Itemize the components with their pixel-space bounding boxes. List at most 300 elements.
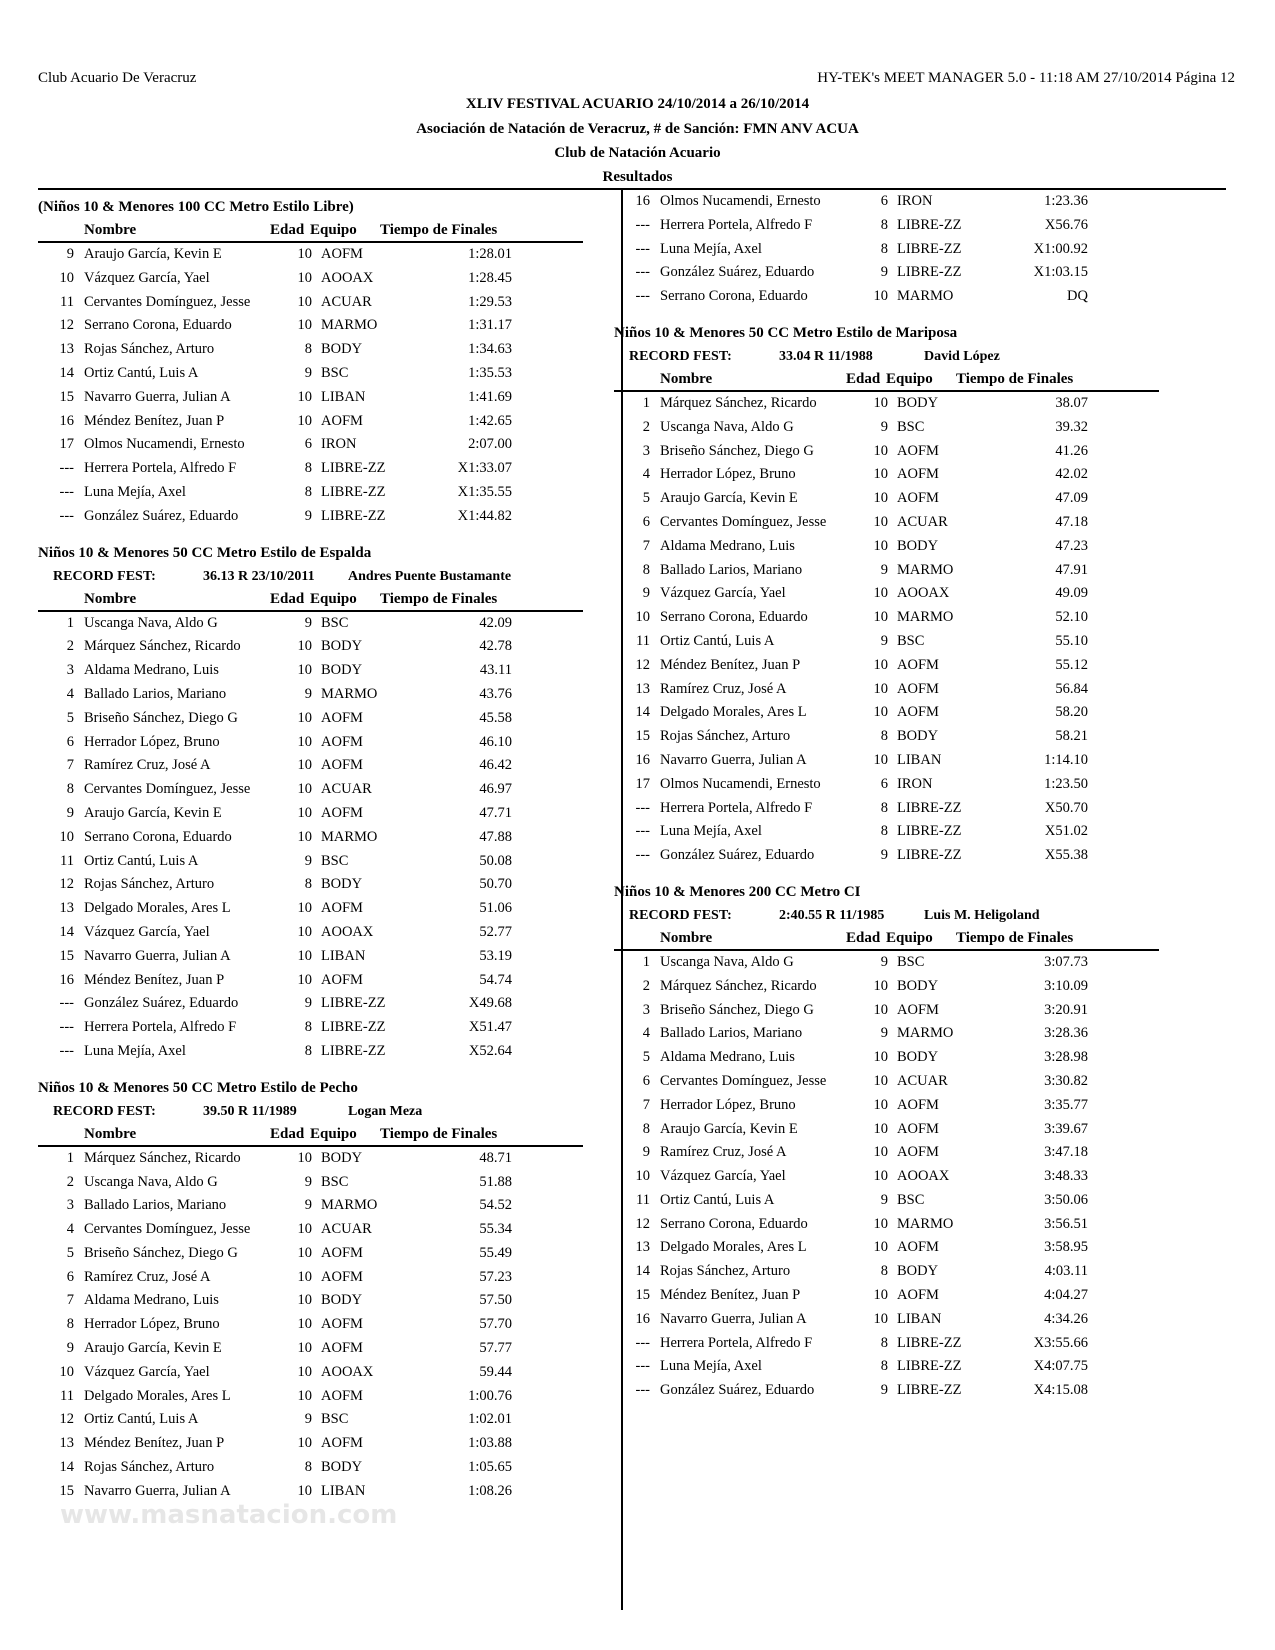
- result-name: Vázquez García, Yael: [84, 269, 210, 286]
- column-header-name: Nombre: [84, 1125, 137, 1142]
- event-title: Niños 10 & Menores 200 CC Metro CI: [614, 883, 861, 900]
- result-name: Navarro Guerra, Julian A: [660, 1310, 807, 1327]
- result-name: Herrera Portela, Alfredo F: [660, 1334, 813, 1351]
- event-block: [614, 321, 1224, 868]
- result-place: ---: [59, 460, 74, 477]
- result-time: 47.23: [1055, 537, 1088, 554]
- result-team: AOFM: [897, 490, 939, 507]
- result-time: 3:48.33: [1044, 1168, 1088, 1185]
- result-age: 10: [297, 388, 312, 405]
- result-team: ACUAR: [321, 293, 372, 310]
- result-place: 15: [59, 388, 74, 405]
- result-team: BODY: [321, 1149, 363, 1166]
- result-row: [614, 975, 1224, 999]
- result-team: IRON: [897, 775, 933, 792]
- result-place: 3: [642, 442, 650, 459]
- result-place: ---: [635, 823, 650, 840]
- result-row: [614, 1308, 1224, 1332]
- result-team: BSC: [321, 852, 349, 869]
- result-age: 10: [297, 709, 312, 726]
- result-time: 47.09: [1055, 490, 1088, 507]
- result-name: Olmos Nucamendi, Ernesto: [660, 775, 821, 792]
- result-name: Navarro Guerra, Julian A: [84, 947, 231, 964]
- result-age: 10: [297, 638, 312, 655]
- result-time: 54.74: [479, 971, 512, 988]
- result-time: 56.84: [1055, 680, 1088, 697]
- result-row: [38, 1171, 613, 1195]
- result-team: BODY: [321, 1292, 363, 1309]
- result-row: [614, 238, 1224, 262]
- result-team: AOFM: [897, 1001, 939, 1018]
- column-header-time: Tiempo de Finales: [380, 1125, 498, 1142]
- result-team: AOFM: [897, 1287, 939, 1304]
- result-place: 11: [636, 1191, 650, 1208]
- result-row: [614, 1046, 1224, 1070]
- result-place: 5: [66, 1244, 74, 1261]
- result-time: 1:05.65: [468, 1459, 512, 1476]
- result-name: Rojas Sánchez, Arturo: [84, 341, 215, 358]
- result-place: 15: [635, 1287, 650, 1304]
- result-row: [38, 659, 613, 683]
- result-team: MARMO: [321, 317, 378, 334]
- result-place: 15: [635, 728, 650, 745]
- result-row: [38, 386, 613, 410]
- result-age: 9: [304, 364, 312, 381]
- result-age: 10: [873, 394, 888, 411]
- result-team: AOFM: [321, 733, 363, 750]
- column-header-name: Nombre: [660, 929, 713, 946]
- column-header-time: Tiempo de Finales: [956, 929, 1074, 946]
- result-time: 1:35.53: [468, 364, 512, 381]
- result-age: 10: [873, 609, 888, 626]
- result-team: AOOAX: [897, 585, 950, 602]
- result-age: 8: [304, 483, 312, 500]
- result-age: 10: [297, 804, 312, 821]
- result-time: 1:14.10: [1044, 751, 1088, 768]
- result-place: 2: [66, 1173, 74, 1190]
- result-age: 10: [297, 1268, 312, 1285]
- result-row: [614, 582, 1224, 606]
- result-row: [614, 1332, 1224, 1356]
- result-name: Ortiz Cantú, Luis A: [660, 1191, 775, 1208]
- result-time: 52.10: [1055, 609, 1088, 626]
- column-header-team: Equipo: [310, 1125, 357, 1142]
- column-header-team: Equipo: [310, 590, 357, 607]
- result-row: [614, 999, 1224, 1023]
- result-age: 9: [304, 507, 312, 524]
- result-age: 10: [297, 1482, 312, 1499]
- result-team: LIBRE-ZZ: [897, 1334, 962, 1351]
- result-place: ---: [635, 264, 650, 281]
- column-header-age: Edad: [270, 590, 305, 607]
- result-time: 47.18: [1055, 513, 1088, 530]
- record-holder: Andres Puente Bustamante: [348, 568, 512, 584]
- result-name: Luna Mejía, Axel: [660, 823, 762, 840]
- result-team: AOFM: [897, 680, 939, 697]
- result-place: 9: [66, 1340, 74, 1357]
- column-header-name: Nombre: [84, 590, 137, 607]
- result-team: MARMO: [897, 561, 954, 578]
- result-age: 10: [873, 751, 888, 768]
- result-place: 4: [642, 466, 650, 483]
- result-name: Herrador López, Bruno: [84, 733, 220, 750]
- result-team: AOFM: [321, 709, 363, 726]
- event-title: (Niños 10 & Menores 100 CC Metro Estilo Libre): [38, 199, 354, 215]
- result-row: [614, 535, 1224, 559]
- result-time: 1:23.50: [1044, 775, 1088, 792]
- result-team: IRON: [897, 193, 933, 209]
- result-time: 3:35.77: [1044, 1096, 1088, 1113]
- result-age: 9: [880, 953, 888, 970]
- result-team: MARMO: [321, 1197, 378, 1214]
- result-place: 16: [59, 412, 74, 429]
- result-row: [614, 1022, 1224, 1046]
- result-row: [614, 773, 1224, 797]
- result-name: Aldama Medrano, Luis: [84, 662, 219, 679]
- result-age: 9: [304, 995, 312, 1012]
- result-place: 4: [66, 685, 74, 702]
- result-row: [38, 1147, 613, 1171]
- result-team: AOFM: [321, 1435, 363, 1452]
- result-place: 2: [642, 977, 650, 994]
- result-age: 8: [304, 876, 312, 893]
- result-age: 10: [873, 537, 888, 554]
- column-header-age: Edad: [846, 929, 881, 946]
- result-name: Ortiz Cantú, Luis A: [660, 632, 775, 649]
- result-team: BODY: [897, 1049, 939, 1066]
- result-name: Navarro Guerra, Julian A: [84, 388, 231, 405]
- result-time: 1:34.63: [468, 341, 512, 358]
- result-age: 9: [304, 685, 312, 702]
- result-name: Márquez Sánchez, Ricardo: [84, 1149, 241, 1166]
- result-age: 8: [880, 1334, 888, 1351]
- result-place: 13: [635, 1239, 650, 1256]
- result-place: 5: [642, 490, 650, 507]
- result-team: AOFM: [897, 1144, 939, 1161]
- result-team: BODY: [321, 876, 363, 893]
- result-time: X49.68: [468, 995, 512, 1012]
- column-header-age: Edad: [270, 222, 305, 238]
- result-time: 1:29.53: [468, 293, 512, 310]
- result-time: X4:07.75: [1033, 1358, 1088, 1375]
- column-header-name: Nombre: [660, 370, 713, 387]
- result-team: LIBRE-ZZ: [321, 483, 386, 500]
- result-name: Méndez Benítez, Juan P: [660, 656, 801, 673]
- result-age: 9: [880, 1025, 888, 1042]
- result-row: [614, 214, 1224, 238]
- result-team: BSC: [897, 632, 925, 649]
- result-place: ---: [635, 216, 650, 233]
- result-time: 46.42: [479, 757, 512, 774]
- result-place: 7: [66, 1292, 74, 1309]
- result-team: AOFM: [897, 1120, 939, 1137]
- result-name: Cervantes Domínguez, Jesse: [660, 513, 827, 530]
- result-place: 11: [60, 852, 74, 869]
- result-time: X3:55.66: [1033, 1334, 1088, 1351]
- result-name: Briseño Sánchez, Diego G: [660, 442, 814, 459]
- result-age: 10: [297, 1363, 312, 1380]
- result-name: Briseño Sánchez, Diego G: [660, 1001, 814, 1018]
- result-team: AOFM: [321, 412, 363, 429]
- result-team: AOFM: [321, 1268, 363, 1285]
- result-place: 11: [60, 1387, 74, 1404]
- result-place: 7: [642, 537, 650, 554]
- page-header-software: HY-TEK's MEET MANAGER 5.0 - 11:18 AM 27/10/2014 Página 12: [817, 70, 1235, 86]
- result-name: Rojas Sánchez, Arturo: [84, 876, 215, 893]
- result-team: BSC: [321, 1173, 349, 1190]
- result-row: [38, 362, 613, 386]
- result-row: [614, 797, 1224, 821]
- result-row: [614, 559, 1224, 583]
- result-team: AOFM: [897, 466, 939, 483]
- result-row: [38, 1432, 613, 1456]
- column-header-team: Equipo: [886, 929, 933, 946]
- result-team: MARMO: [321, 828, 378, 845]
- result-age: 10: [873, 680, 888, 697]
- result-place: 3: [66, 1197, 74, 1214]
- result-name: Uscanga Nava, Aldo G: [660, 418, 794, 435]
- result-place: 12: [59, 876, 74, 893]
- result-name: Briseño Sánchez, Diego G: [84, 1244, 238, 1261]
- result-team: BODY: [897, 394, 939, 411]
- result-place: 4: [66, 1221, 74, 1238]
- result-place: 13: [59, 900, 74, 917]
- result-place: 1: [66, 1149, 74, 1166]
- result-row: [614, 261, 1224, 285]
- result-place: 12: [59, 317, 74, 334]
- result-row: [38, 969, 613, 993]
- result-name: Rojas Sánchez, Arturo: [660, 1263, 791, 1280]
- result-time: 3:30.82: [1044, 1072, 1088, 1089]
- column-header-name: Nombre: [84, 222, 137, 238]
- result-time: 45.58: [479, 709, 512, 726]
- result-name: Vázquez García, Yael: [84, 923, 210, 940]
- result-place: 7: [642, 1096, 650, 1113]
- result-time: 3:50.06: [1044, 1191, 1088, 1208]
- result-place: 4: [642, 1025, 650, 1042]
- result-age: 10: [873, 1001, 888, 1018]
- result-row: [614, 1118, 1224, 1142]
- result-team: LIBAN: [321, 388, 366, 405]
- result-place: 14: [635, 704, 650, 721]
- result-age: 10: [297, 1435, 312, 1452]
- result-age: 10: [297, 412, 312, 429]
- result-name: González Suárez, Eduardo: [84, 507, 239, 524]
- result-age: 10: [297, 1221, 312, 1238]
- result-age: 9: [880, 847, 888, 864]
- result-time: 1:00.76: [468, 1387, 512, 1404]
- column-header-row: [38, 219, 583, 243]
- result-name: Serrano Corona, Eduardo: [84, 317, 232, 334]
- result-row: [38, 826, 613, 850]
- result-time: 1:28.45: [468, 269, 512, 286]
- result-row: [38, 243, 613, 267]
- result-row: [614, 1070, 1224, 1094]
- result-name: Luna Mejía, Axel: [84, 483, 186, 500]
- result-team: LIBRE-ZZ: [321, 460, 386, 477]
- result-time: 1:02.01: [468, 1411, 512, 1428]
- result-row: [614, 440, 1224, 464]
- result-age: 9: [304, 1173, 312, 1190]
- result-time: 43.76: [479, 685, 512, 702]
- result-team: LIBRE-ZZ: [897, 240, 962, 257]
- result-team: LIBAN: [321, 947, 366, 964]
- result-team: LIBRE-ZZ: [321, 1042, 386, 1059]
- result-time: X4:15.08: [1033, 1382, 1088, 1399]
- result-row: [38, 707, 613, 731]
- result-name: González Suárez, Eduardo: [84, 995, 239, 1012]
- result-age: 10: [297, 781, 312, 798]
- result-row: [614, 820, 1224, 844]
- result-name: González Suárez, Eduardo: [660, 1382, 815, 1399]
- result-name: Herrador López, Bruno: [84, 1316, 220, 1333]
- result-place: ---: [635, 847, 650, 864]
- result-place: 10: [59, 828, 74, 845]
- result-time: 4:03.11: [1044, 1263, 1088, 1280]
- result-place: 10: [59, 269, 74, 286]
- result-team: AOOAX: [321, 923, 374, 940]
- result-age: 8: [304, 1042, 312, 1059]
- result-row: [38, 1361, 613, 1385]
- result-team: LIBRE-ZZ: [897, 823, 962, 840]
- result-place: 5: [642, 1049, 650, 1066]
- event-title: Niños 10 & Menores 50 CC Metro Estilo de Espalda: [38, 544, 372, 561]
- result-team: LIBRE-ZZ: [897, 264, 962, 281]
- result-name: Delgado Morales, Ares L: [84, 900, 231, 917]
- event-block: [614, 880, 1224, 1403]
- result-team: BODY: [321, 341, 363, 358]
- result-name: Ballado Larios, Mariano: [84, 1197, 227, 1214]
- result-age: 10: [297, 1244, 312, 1261]
- result-age: 10: [873, 490, 888, 507]
- result-name: Delgado Morales, Ares L: [660, 704, 807, 721]
- result-name: Aldama Medrano, Luis: [84, 1292, 219, 1309]
- result-name: Méndez Benítez, Juan P: [84, 971, 225, 988]
- result-time: 3:07.73: [1044, 953, 1088, 970]
- result-row: [38, 850, 613, 874]
- result-place: 1: [66, 614, 74, 631]
- result-time: X1:33.07: [457, 460, 512, 477]
- record-holder: Luis M. Heligoland: [924, 907, 1040, 923]
- record-holder: David López: [924, 348, 1000, 364]
- result-place: 14: [59, 1459, 74, 1476]
- result-age: 10: [297, 269, 312, 286]
- result-row: [38, 1337, 613, 1361]
- result-team: BODY: [321, 1459, 363, 1476]
- result-age: 10: [873, 1072, 888, 1089]
- result-row: [38, 1218, 613, 1242]
- result-time: 59.44: [479, 1363, 512, 1380]
- result-team: BSC: [897, 1191, 925, 1208]
- result-team: AOFM: [321, 246, 363, 262]
- result-team: LIBRE-ZZ: [897, 799, 962, 816]
- result-time: 57.77: [479, 1340, 512, 1357]
- result-place: ---: [635, 799, 650, 816]
- result-team: AOOAX: [897, 1168, 950, 1185]
- result-time: 42.02: [1055, 466, 1088, 483]
- result-team: BODY: [897, 537, 939, 554]
- result-team: BODY: [897, 728, 939, 745]
- result-team: AOFM: [321, 1316, 363, 1333]
- result-row: [38, 635, 613, 659]
- result-time: X1:35.55: [457, 483, 512, 500]
- result-time: 42.09: [479, 614, 512, 631]
- result-time: 58.20: [1055, 704, 1088, 721]
- result-row: [614, 1284, 1224, 1308]
- result-age: 10: [297, 900, 312, 917]
- result-row: [38, 683, 613, 707]
- result-age: 10: [873, 288, 888, 305]
- result-time: 38.07: [1055, 394, 1088, 411]
- result-row: [38, 1242, 613, 1266]
- result-name: Luna Mejía, Axel: [84, 1042, 186, 1059]
- result-team: BSC: [321, 1411, 349, 1428]
- result-team: AOFM: [321, 900, 363, 917]
- result-place: 10: [635, 609, 650, 626]
- record-label: RECORD FEST:: [53, 568, 156, 584]
- column-header-row: [38, 1123, 583, 1147]
- result-age: 8: [880, 1358, 888, 1375]
- result-row: [614, 487, 1224, 511]
- result-name: Herrera Portela, Alfredo F: [84, 1019, 237, 1036]
- result-team: LIBRE-ZZ: [897, 216, 962, 233]
- result-time: 3:47.18: [1044, 1144, 1088, 1161]
- result-team: LIBAN: [897, 1310, 942, 1327]
- result-place: ---: [635, 1334, 650, 1351]
- result-name: Méndez Benítez, Juan P: [660, 1287, 801, 1304]
- result-name: Cervantes Domínguez, Jesse: [84, 293, 251, 310]
- result-age: 10: [873, 1120, 888, 1137]
- result-time: DQ: [1067, 288, 1088, 305]
- result-row: [38, 267, 613, 291]
- result-place: 3: [642, 1001, 650, 1018]
- result-team: BODY: [321, 662, 363, 679]
- result-name: Méndez Benítez, Juan P: [84, 1435, 225, 1452]
- result-row: [614, 463, 1224, 487]
- result-time: 55.49: [479, 1244, 512, 1261]
- result-row: [614, 951, 1224, 975]
- result-time: 55.10: [1055, 632, 1088, 649]
- result-age: 10: [873, 442, 888, 459]
- column-header-age: Edad: [270, 1125, 305, 1142]
- result-time: X1:44.82: [457, 507, 512, 524]
- result-row: [614, 1213, 1224, 1237]
- result-age: 10: [297, 317, 312, 334]
- result-time: 47.71: [479, 804, 512, 821]
- result-age: 8: [880, 823, 888, 840]
- result-row: [38, 481, 613, 505]
- result-row: [38, 1385, 613, 1409]
- result-row: [614, 725, 1224, 749]
- result-time: 57.70: [479, 1316, 512, 1333]
- result-time: 3:56.51: [1044, 1215, 1088, 1232]
- record-holder: Logan Meza: [348, 1103, 423, 1119]
- result-age: 10: [873, 1049, 888, 1066]
- result-row: [38, 314, 613, 338]
- result-name: Herrera Portela, Alfredo F: [660, 799, 813, 816]
- result-time: 57.50: [479, 1292, 512, 1309]
- result-age: 6: [880, 775, 888, 792]
- result-time: X50.70: [1044, 799, 1088, 816]
- result-place: 16: [635, 751, 650, 768]
- result-row: [38, 897, 613, 921]
- result-team: ACUAR: [321, 781, 372, 798]
- result-place: 13: [59, 341, 74, 358]
- result-row: [38, 433, 613, 457]
- result-row: [38, 945, 613, 969]
- result-name: Ballado Larios, Mariano: [660, 561, 803, 578]
- result-team: AOFM: [897, 1239, 939, 1256]
